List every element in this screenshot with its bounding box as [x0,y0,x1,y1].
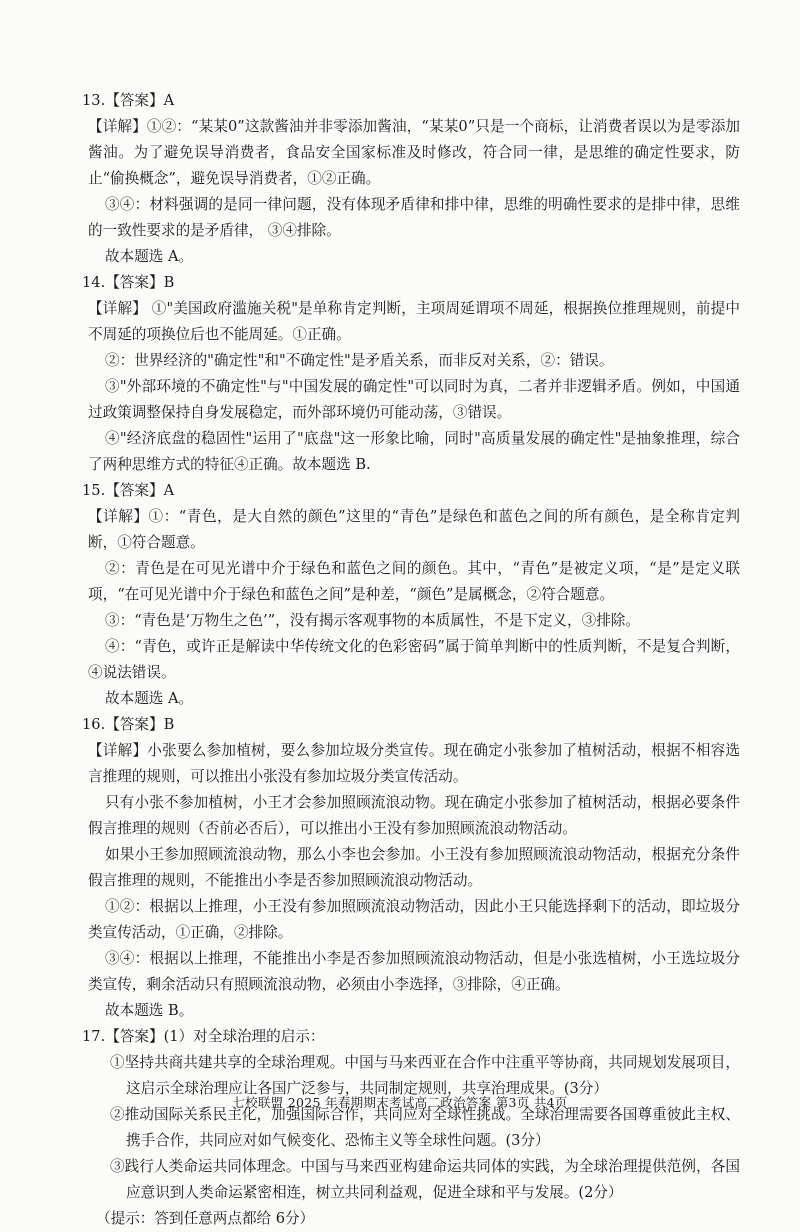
explanation-paragraph: ③践行人类命运共同体理念。中国与马来西亚构建命运共同体的实践，为全球治理提供范例，各国应意识到人类命运紧密相连，树立共同利益观，促进全球和平与发展。(2分） [110,1158,740,1201]
question-heading: 14.【答案】B [82,274,175,291]
explanation-paragraph: ③：“青色是‘万物生之色’”，没有揭示客观事物的本质属性，不是下定义，③排除。 [105,612,640,629]
explanation-paragraph: 如果小王参加照顾流浪动物，那么小李也会参加。小王没有参加照顾流浪动物活动，根据充分条件假言推理的规则，不能推出小李是否参加照顾流浪动物活动。 [88,846,740,889]
explanation-paragraph: 故本题选 A。 [105,248,194,265]
explanation-paragraph: ③"外部环境的不确定性"与"中国发展的确定性"可以同时为真，二者并非逻辑矛盾。例如，中国通过政策调整保持自身发展稳定，而外部环境仍可能动荡，③错误。 [88,378,740,421]
explanation-paragraph: ③④：根据以上推理，不能推出小李是否参加照顾流浪动物活动，但是小张选植树，小王选垃圾分类宣传，剩余活动只有照顾流浪动物，必须由小李选择，③排除，④正确。 [88,950,740,993]
explanation-paragraph: ②：青色是在可见光谱中介于绿色和蓝色之间的颜色。其中，“青色”是被定义项，“是”是定义联项，“在可见光谱中介于绿色和蓝色之间”是种差，“颜色”是属概念，②符合题意。 [88,560,740,603]
explanation-paragraph: ②推动国际关系民主化，加强国际合作，共同应对全球性挑战。全球治理需要各国尊重彼此主权、携手合作，共同应对如气候变化、恐怖主义等全球性问题。(3分） [110,1106,740,1149]
explanation-paragraph: 【详解】①：“青色，是大自然的颜色”这里的“青色”是绿色和蓝色之间的所有颜色，是全称肯定判断，①符合题意。 [88,508,740,551]
answer-content [82,88,740,1232]
explanation-paragraph: 【详解】小张要么参加植树，要么参加垃圾分类宣传。现在确定小张参加了植树活动，根据不相容选言推理的规则，可以推出小张没有参加垃圾分类宣传活动。 [88,742,740,785]
explanation-paragraph: ③④：材料强调的是同一律问题，没有体现矛盾律和排中律，思维的明确性要求的是排中律，思维的一致性要求的是矛盾律， ③④排除。 [88,196,740,239]
question-heading: 15.【答案】A [82,482,175,499]
question-heading: 16.【答案】B [82,716,175,733]
explanation-paragraph: ④"经济底盘的稳固性"运用了"底盘"这一形象比喻，同时"高质量发展的确定性"是抽象推理，综合了两种思维方式的特征④正确。故本题选 B. [88,430,740,473]
explanation-paragraph: 故本题选 A。 [105,690,194,707]
explanation-paragraph: 【详解】①②：“某某0”这款酱油并非零添加酱油，“某某0”只是一个商标，让消费者误以为是零添加酱油。为了避免误导消费者，食品安全国家标准及时修改，符合同一律，是思维的确定性要求，防止“偷换概念”，避免误导消费者，①②正确。 [88,118,740,187]
question-heading: 13.【答案】A [82,92,175,109]
explanation-paragraph: ①坚持共商共建共享的全球治理观。中国与马来西亚在合作中注重平等协商，共同规划发展项目，这启示全球治理应让各国广泛参与，共同制定规则，共享治理成果。(3分） [110,1054,740,1097]
page-footer: 七校联盟 2025 年春期期末考试高二政治答案 第3页 共4页 [232,1095,568,1110]
explanation-paragraph: （提示：答到任意两点都给 6分） [96,1210,315,1227]
question-heading: 17.【答案】(1）对全球治理的启示： [82,1028,325,1045]
explanation-paragraph: ②：世界经济的"确定性"和"不确定性"是矛盾关系，而非反对关系，②：错误。 [105,352,614,369]
explanation-paragraph: ①②：根据以上推理，小王没有参加照顾流浪动物活动，因此小王只能选择剩下的活动，即垃圾分类宣传活动，①正确，②排除。 [88,898,740,941]
explanation-paragraph: 只有小张不参加植树，小王才会参加照顾流浪动物。现在确定小张参加了植树活动，根据必要条件假言推理的规则（否前必否后），可以推出小王没有参加照顾流浪动物活动。 [88,794,740,837]
explanation-paragraph: 故本题选 B。 [105,1002,194,1019]
explanation-paragraph: ④：“青色，或许正是解读中华传统文化的色彩密码”属于简单判断中的性质判断，不是复合判断，④说法错误。 [88,638,740,681]
explanation-paragraph: 【详解】 ①"美国政府滥施关税"是单称肯定判断，主项周延谓项不周延，根据换位推理规则，前提中不周延的项换位后也不能周延。①正确。 [88,300,740,343]
